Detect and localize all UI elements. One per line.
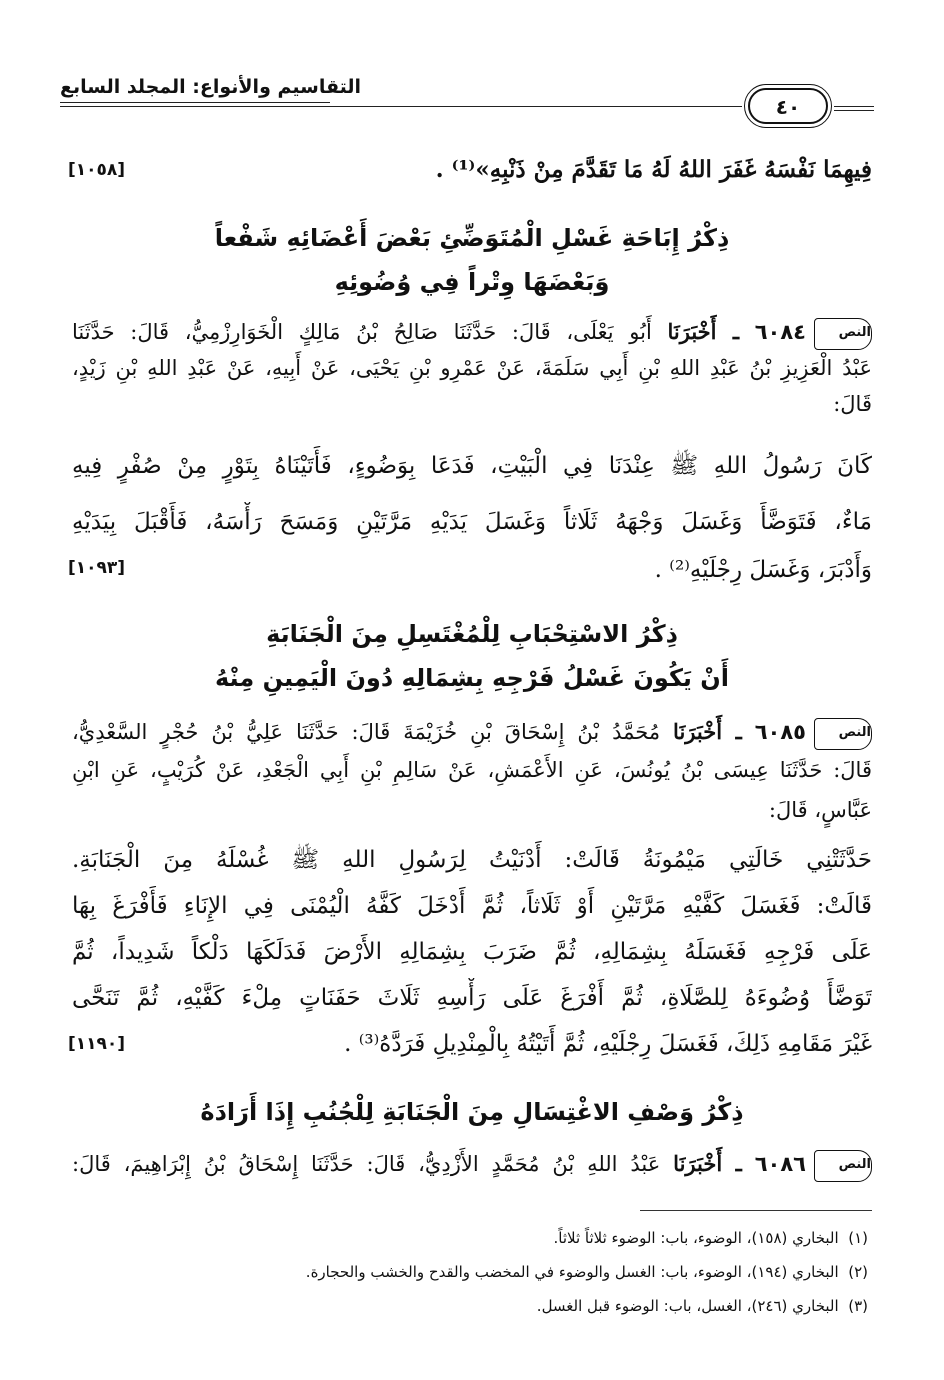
reference-number: [١١٩٠]: [68, 1034, 126, 1054]
isnad-text: عَبْدُ اللهِ بْنُ مُحَمَّدٍ الأَزْدِيُّ، قَالَ: حَدَّثَنَا إِسْحَاقُ بْنُ إِبْرَاهِيمَ، قَالَ:: [72, 1152, 661, 1176]
hadith-matn-line: عَلَى فَرْجِهِ فَغَسَلَهُ بِشِمَالِهِ، ثُمَّ ضَرَبَ بِشِمَالِهِ الأَرْضَ فَدَلَكَهَا دَلْكاً شَدِيداً، ثُمَّ: [72, 939, 872, 965]
hadith-matn-line: مَاءٌ، فَتَوَضَّأَ وَغَسَلَ وَجْهَهُ ثَلَاثاً وَغَسَلَ يَدَيْهِ مَرَّتَيْنِ وَمَسَحَ رَأْسَهُ، فَأَقْبَلَ بِيَدَيْهِ: [72, 509, 872, 535]
hadith-isnad-line: قَالَ:: [833, 392, 872, 416]
footnote-number: (٣): [848, 1297, 868, 1315]
footnote: [537, 1292, 868, 1320]
continuation-line: فِيهِمَا نَفْسَهُ غَفَرَ اللهُ لَهُ مَا تَقَدَّمَ مِنْ ذَنْبِهِ»⁽¹⁾ .: [435, 156, 872, 183]
akhbarana-label: ـ أَخْبَرَنَا: [673, 1151, 742, 1176]
footnote-separator: [640, 1210, 872, 1211]
hadith-isnad-line: قَالَ: حَدَّثَنَا عِيسَى بْنُ يُونُسَ، عَنِ الأَعْمَشِ، عَنْ سَالِمِ بْنِ أَبِي الْجَعْدِ، عَنْ كُرَيْبٍ، عَنِ ابْنِ: [72, 758, 872, 782]
hadith-number: ٦٠٨٥: [754, 720, 806, 744]
hadith-number: ٦٠٨٤: [754, 320, 806, 344]
hadith-matn-line: وَأَدْبَرَ، وَغَسَلَ رِجْلَيْهِ⁽²⁾ .: [654, 557, 872, 583]
hadith-isnad-line: عَبْدُ الْعَزِيزِ بْنُ عَبْدِ اللهِ بْنِ أَبِي سَلَمَةَ، عَنْ عَمْرِو بْنِ يَحْيَى، عَنْ أَبِيهِ، عَنْ عَبْدِ اللهِ بْنِ زَيْدٍ،: [72, 356, 872, 380]
footnote: [306, 1258, 868, 1286]
hadith-matn-line: كَانَ رَسُولُ اللهِ ﷺ عِنْدَنَا فِي الْبَيْتِ، فَدَعَا بِوَضُوءٍ، فَأَتَيْنَاهُ بِتَوْرٍ مِنْ صُفْرٍ فِيهِ: [72, 453, 872, 479]
header-rule-left: [60, 106, 742, 107]
isnad-text: أَبُو يَعْلَى، قَالَ: حَدَّثَنَا صَالِحُ بْنُ مَالِكٍ الْخَوَارِزْمِيُّ، قَالَ: حَدَّثَنَا: [72, 320, 652, 344]
akhbarana-label: ـ أَخْبَرَنَا: [673, 719, 742, 744]
footnote-text: البخاري (١٩٤)، الوضوء، باب: الغسل والوضوء في المخضب والقدح والخشب والحجارة.: [305, 1263, 839, 1281]
section-heading: ذِكْرُ إِبَاحَةِ غَسْلِ الْمُتَوَضِّئِ بَعْضَ أَعْضَائِهِ شَفْعاً: [214, 224, 730, 252]
running-header-title: التقاسيم والأنواع: المجلد السابع: [60, 76, 362, 98]
section-heading: ذِكْرُ الاسْتِحْبَابِ لِلْمُغْتَسِلِ مِنَ الْجَنَابَةِ: [266, 620, 678, 648]
footnote-text: البخاري (٢٤٦)، الغسل، باب: الوضوء قبل الغسل.: [536, 1297, 839, 1315]
footnote: [554, 1224, 868, 1252]
reference-number: [١٠٩٣]: [68, 558, 126, 578]
hadith-matn-line: حَدَّثَتْنِي خَالَتِي مَيْمُونَةُ قَالَتْ: أَدْنَيْتُ لِرَسُولِ اللهِ ﷺ غُسْلَهُ مِنَ الْجَنَابَةِ.: [72, 847, 872, 873]
header-rule-right-2: [834, 110, 874, 111]
page-number-badge: [748, 88, 828, 124]
footnote-number: (٢): [848, 1263, 868, 1281]
hadith-matn-line: غَيْرَ مَقَامِهِ ذَلِكَ، فَغَسَلَ رِجْلَيْهِ، ثُمَّ أَتَيْتُهُ بِالْمِنْدِيلِ فَرَدَّهُ⁽³⁾ .: [344, 1031, 872, 1057]
footnote-text: البخاري (١٥٨)، الوضوء، باب: الوضوء ثلاثاً ثلاثاً.: [553, 1229, 839, 1247]
hadith-matn-line: تَوَضَّأَ وُضُوءَهُ لِلصَّلَاةِ، ثُمَّ أَفْرَغَ عَلَى رَأْسِهِ ثَلَاثَ حَفَنَاتٍ مِلْءَ كَفَّيْهِ، ثُمَّ تَنَحَّى: [72, 985, 872, 1011]
reference-number: [١٠٥٨]: [68, 160, 126, 180]
header-rule-right: [834, 106, 874, 107]
hadith-isnad-line: [72, 1144, 872, 1184]
header-rule-top: [60, 102, 330, 103]
section-heading-line2: وَبَعْضَهَا وِتْراً فِي وُضُوئِهِ: [334, 268, 610, 296]
section-heading: ذِكْرُ وَصْفِ الاغْتِسَالِ مِنَ الْجَنَابَةِ لِلْجُنُبِ إِذَا أَرَادَهُ: [200, 1098, 744, 1126]
footnote-number: (١): [848, 1229, 868, 1247]
page-number: ٤٠: [775, 95, 801, 119]
hadith-isnad-line: [72, 712, 872, 752]
isnad-text: مُحَمَّدُ بْنُ إِسْحَاقَ بْنِ خُزَيْمَةَ قَالَ: حَدَّثَنَا عَلِيُّ بْنُ حُجْرٍ السَّعْدِيُّ،: [72, 720, 661, 744]
hadith-isnad-line: [72, 312, 872, 352]
text-seal-icon: النص: [814, 318, 872, 350]
text-seal-icon: النص: [814, 1150, 872, 1182]
text-seal-icon: النص: [814, 718, 872, 750]
section-heading-line2: أَنْ يَكُونَ غَسْلُ فَرْجِهِ بِشِمَالِهِ دُونَ الْيَمِينِ مِنْهُ: [215, 664, 729, 692]
akhbarana-label: ـ أَخْبَرَنَا: [667, 319, 739, 344]
hadith-isnad-line: عَبَّاسٍ، قَالَ:: [768, 798, 872, 822]
hadith-number: ٦٠٨٦: [754, 1152, 806, 1176]
hadith-matn-line: قَالَتْ: فَغَسَلَ كَفَّيْهِ مَرَّتَيْنِ أَوْ ثَلَاثاً، ثُمَّ أَدْخَلَ كَفَّهُ الْيُمْنَى فِي الإِنَاءِ فَأَفْرَغَ بِهَا: [72, 893, 872, 919]
